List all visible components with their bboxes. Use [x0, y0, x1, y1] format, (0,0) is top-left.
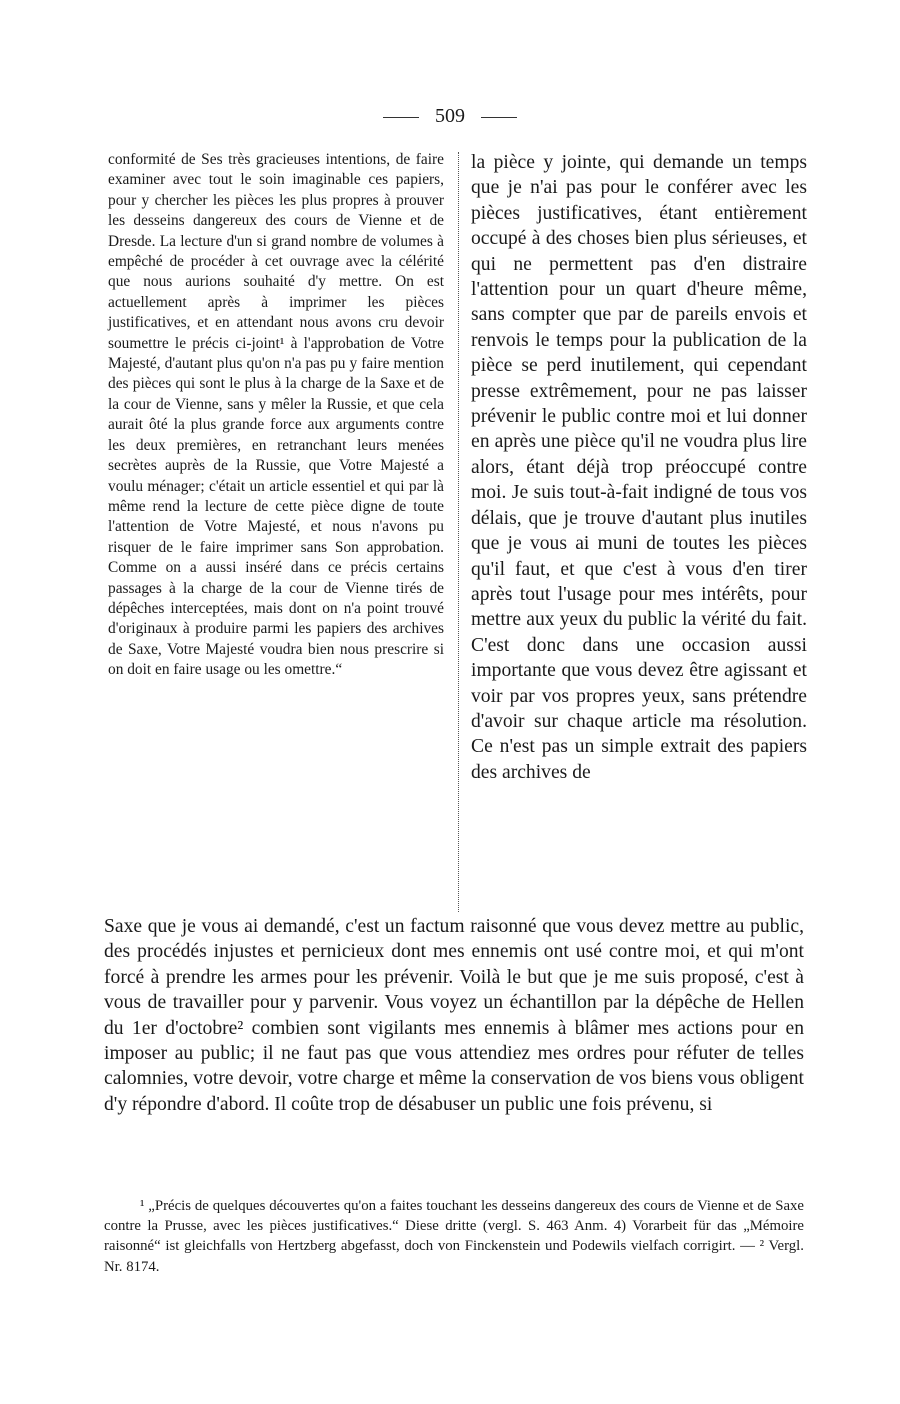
- page-header: [0, 104, 900, 128]
- header-dash-right: [481, 117, 517, 118]
- full-width-text: Saxe que je vous ai demandé, c'est un factum raisonné que vous devez mettre au public, des procédés injustes et pernicieux dont mes ennemis ont usé contre moi, et qui m'ont forcé à prendre les armes pour les prévenir. Voilà le but que je me suis proposé, c'est à vous de travailler pour y parvenir. Vous voyez un échantillon par la dépêche de Hellen du 1er d'octobre² combien sont vigilants mes ennemis à blâmer mes actions pour en imposer au public; il ne faut pas que vous attendiez mes ordres pour réfuter de telles calomnies, votre devoir, votre charge et même la conservation de vos biens vous obligent d'y répondre d'abord. Il coûte trop de désabuser un public une fois prévenu, si: [104, 916, 804, 1115]
- left-column: [108, 150, 444, 681]
- left-column-text: conformité de Ses très gracieuses intentions, de faire examiner avec tout le soin imaginable ces papiers, pour y chercher les pièces les plus propres à prouver les desseins dangereux des cours de Vienne et de Dresde. La lecture d'un si grand nombre de volumes à empêché de procéder à cet ouvrage avec la célérité que nous aurions souhaité d'y mettre. On est actuellement après à imprimer les pièces justificatives, et en attendant nous avons cru devoir soumettre le précis ci-joint¹ à l'approbation de Votre Majesté, d'autant plus qu'on n'a pas pu y faire mention des pièces qui sont le plus à la charge de la Saxe et de la cour de Vienne, sans y mêler la Russie, et que cela aurait ôté la plus grande force aux arguments contre les deux premières, en retranchant leurs menées secrètes auprès de la Russie, que Votre Majesté a voulu ménager; c'était un article essentiel et qui par là même rend la lecture de cette pièce digne de toute l'attention de Votre Majesté, et nous n'avons pu risquer de le faire imprimer sans Son approbation. Comme on a aussi inséré dans ce précis certains passages à la charge de la cour de Vienne tirés de dépêches interceptées, mais dont on n'a point trouvé d'originaux à produire parmi les papiers des archives de Saxe, Votre Majesté voudra bien nous prescrire si on doit en faire usage ou les omettre.“: [108, 151, 444, 679]
- page-number: 509: [435, 105, 465, 127]
- footnotes: [104, 1196, 804, 1277]
- right-column-text: la pièce y jointe, qui demande un temps que je n'ai pas pour le conférer avec les pièces justificatives, étant entièrement occupé à des choses bien plus sérieuses, et qui ne permettent pas d'en distraire l'attention pour un quart d'heure même, sans compter que par de pareils envois et renvois le temps pour la publication de la pièce se perd inutilement, qui cependant presse extrêmement, pour ne pas laisser prévenir le public contre moi et lui donner en après une pièce qu'il ne voudra plus lire alors, étant déjà trop préoccupé contre moi. Je suis tout-à-fait indigné de tous vos délais, que je trouve d'autant plus inutiles que je vous ai muni de toutes les pièces qu'il faut, et que c'est à vous d'en tirer après tout l'usage pour mes intérêts, pour mettre aux yeux du public la vérité du fait. C'est donc dans une occasion aussi importante que vous devez être agissant et voir par vos propres yeux, sans prétendre d'avoir sur chaque article ma résolution. Ce n'est pas un simple extrait des papiers des archives de: [471, 152, 807, 783]
- right-column: [471, 150, 807, 785]
- footnotes-text: ¹ „Précis de quelques découvertes qu'on a faites touchant les desseins dangereux des cours de Vienne et de Saxe contre la Prusse, avec les pièces justificatives.“ Diese dritte (vergl. S. 463 Anm. 4) Vorarbeit für das „Mémoire raisonné“ ist gleichfalls von Hertzberg abgefasst, doch von Finckenstein und Podewils vielfach corrigirt. — ² Vergl. Nr. 8174.: [104, 1198, 804, 1275]
- full-width-body: [104, 914, 804, 1117]
- column-divider: [458, 152, 459, 912]
- header-dash-left: [383, 117, 419, 118]
